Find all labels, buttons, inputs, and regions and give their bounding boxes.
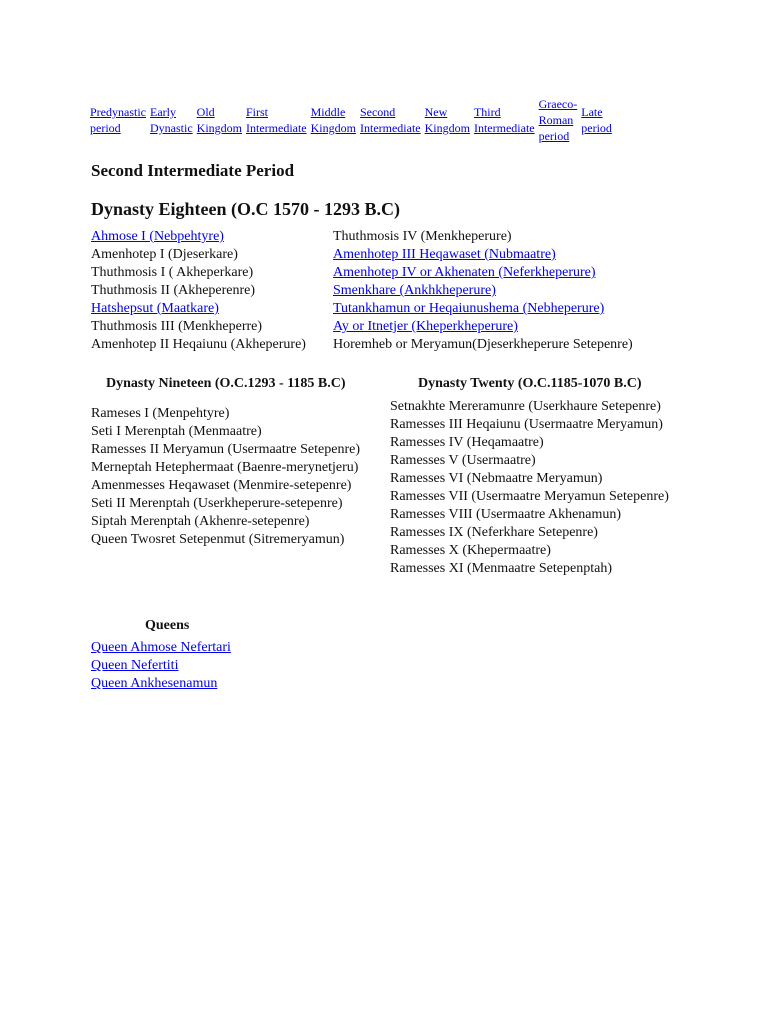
pharaoh-name: Rameses I (Menpehtyre) xyxy=(91,406,230,421)
pharaoh-link[interactable]: Hatshepsut (Maatkare) xyxy=(91,301,219,316)
period-nav-table xyxy=(88,96,614,144)
pharaoh-name: Amenhotep I (Djeserkare) xyxy=(91,247,238,262)
pharaoh-link[interactable]: Smenkhare (Ankhkheperure) xyxy=(333,283,496,298)
queens-title: Queens xyxy=(145,618,190,633)
pharaoh-name: Ramesses VI (Nebmaatre Meryamun) xyxy=(390,471,603,486)
queen-link[interactable]: Queen Ankhesenamun xyxy=(91,676,218,691)
dynasty-eighteen-left-column xyxy=(91,228,306,354)
nav-link-new-kingdom[interactable]: New Kingdom xyxy=(424,105,470,135)
pharaoh-name: Ramesses III Heqaiunu (Usermaatre Meryamun) xyxy=(390,417,663,432)
pharaoh-name: Ramesses II Meryamun (Usermaatre Setepenre) xyxy=(91,442,361,457)
dynasty-twenty-title: Dynasty Twenty (O.C.1185-1070 B.C) xyxy=(418,376,642,391)
queens-list xyxy=(91,639,231,693)
pharaoh-link[interactable]: Ahmose I (Nebpehtyre) xyxy=(91,229,224,244)
nav-link-second-intermediate[interactable]: Second Intermediate xyxy=(359,105,421,135)
page-title: Second Intermediate Period xyxy=(91,161,295,180)
pharaoh-name: Ramesses XI (Menmaatre Setepenptah) xyxy=(390,561,612,576)
pharaoh-link[interactable]: Amenhotep III Heqawaset (Nubmaatre) xyxy=(333,247,556,262)
nav-link-third-intermediate[interactable]: Third Intermediate xyxy=(473,105,535,135)
pharaoh-name: Thuthmosis III (Menkheperre) xyxy=(91,319,263,334)
pharaoh-name: Queen Twosret Setepenmut (Sitremeryamun) xyxy=(91,532,345,547)
pharaoh-name: Merneptah Hetephermaat (Baenre-merynetjeru) xyxy=(91,460,359,475)
nav-link-middle-kingdom[interactable]: Middle Kingdom xyxy=(310,105,356,135)
pharaoh-link[interactable]: Ay or Itnetjer (Kheperkheperure) xyxy=(333,319,518,334)
nav-link-early-dynastic[interactable]: Early Dynastic xyxy=(150,105,193,135)
dynasty-nineteen-title: Dynasty Nineteen (O.C.1293 - 1185 B.C) xyxy=(106,376,346,391)
pharaoh-name: Ramesses VII (Usermaatre Meryamun Setepenre) xyxy=(390,489,669,504)
pharaoh-name: Seti II Merenptah (Userkheperure-setepenre) xyxy=(91,496,343,511)
pharaoh-link[interactable]: Amenhotep IV or Akhenaten (Neferkheperure) xyxy=(333,265,596,280)
pharaoh-name: Siptah Merenptah (Akhenre-setepenre) xyxy=(91,514,310,529)
pharaoh-name: Horemheb or Meryamun(Djeserkheperure Setepenre) xyxy=(333,337,633,352)
pharaoh-name: Seti I Merenptah (Menmaatre) xyxy=(91,424,262,439)
period-navigation xyxy=(88,96,708,144)
nav-link-first-intermediate[interactable]: First Intermediate xyxy=(246,105,307,135)
nav-link-late-period[interactable]: Late period xyxy=(581,105,612,135)
dynasty-nineteen-list xyxy=(91,405,391,549)
pharaoh-name: Amenmesses Heqawaset (Menmire-setepenre) xyxy=(91,478,352,493)
pharaoh-name: Thuthmosis II (Akheperenre) xyxy=(91,283,256,298)
nav-link-graeco-roman[interactable]: Graeco- Roman period xyxy=(538,97,578,143)
queen-link[interactable]: Queen Nefertiti xyxy=(91,658,179,673)
pharaoh-name: Setnakhte Mereramunre (Userkhaure Setepenre) xyxy=(390,399,661,414)
pharaoh-name: Amenhotep II Heqaiunu (Akheperure) xyxy=(91,337,306,352)
pharaoh-name: Ramesses IV (Heqamaatre) xyxy=(390,435,544,450)
dynasty-twenty-list xyxy=(390,398,700,578)
nav-link-old-kingdom[interactable]: Old Kingdom xyxy=(196,105,242,135)
pharaoh-name: Thuthmosis IV (Menkheperure) xyxy=(333,229,512,244)
pharaoh-name: Ramesses X (Khepermaatre) xyxy=(390,543,551,558)
queen-link[interactable]: Queen Ahmose Nefertari xyxy=(91,640,231,655)
nav-link-predynastic[interactable]: Predynastic period xyxy=(90,105,146,135)
pharaoh-name: Thuthmosis I ( Akheperkare) xyxy=(91,265,254,280)
dynasty-eighteen-title: Dynasty Eighteen (O.C 1570 - 1293 B.C) xyxy=(91,199,400,219)
pharaoh-name: Ramesses IX (Neferkhare Setepenre) xyxy=(390,525,598,540)
dynasty-eighteen-right-column xyxy=(333,228,633,354)
pharaoh-link[interactable]: Tutankhamun or Heqaiunushema (Nebheperure) xyxy=(333,301,605,316)
pharaoh-name: Ramesses V (Usermaatre) xyxy=(390,453,536,468)
pharaoh-name: Ramesses VIII (Usermaatre Akhenamun) xyxy=(390,507,622,522)
